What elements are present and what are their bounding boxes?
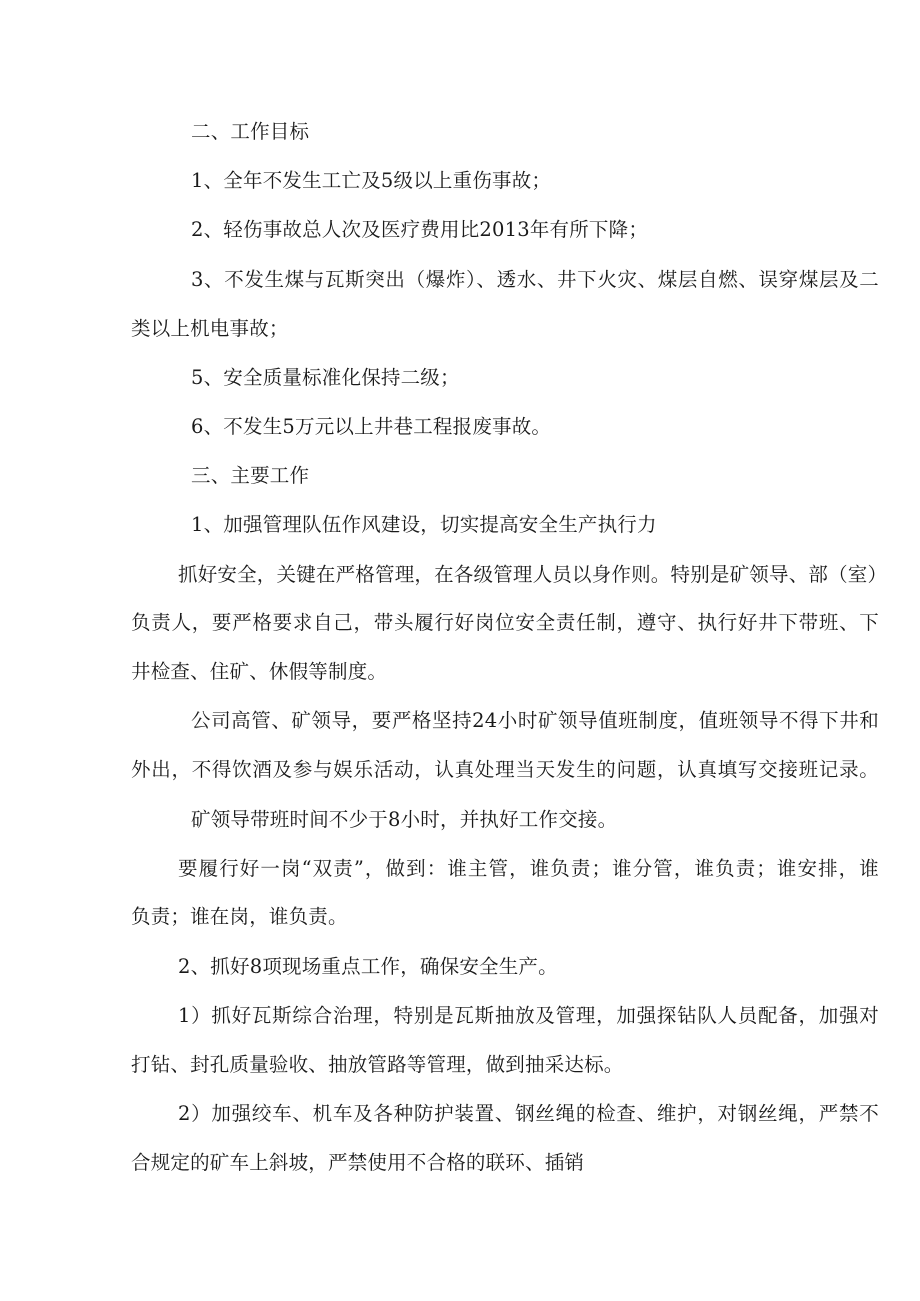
paragraph-line: 打钻、封孔质量验收、抽放管路等管理，做到抽采达标。 [131,1053,624,1076]
work-item-1-heading: 1、加强管理队伍作风建设，切实提高安全生产执行力 [191,513,657,536]
section-heading-goals: 二、工作目标 [191,120,310,143]
goal-item-1: 1、全年不发生工亡及5级以上重伤事故； [191,169,552,192]
paragraph-line: 抓好安全，关键在严格管理，在各级管理人员以身作则。特别是矿领导、部（室） [178,563,888,586]
goal-item-3: 3、不发生煤与瓦斯突出（爆炸）、透水、井下火灾、煤层自燃、误穿煤层及二 [191,268,879,291]
work-item-2-heading: 2、抓好8项现场重点工作，确保安全生产。 [178,955,558,978]
section-heading-main-work: 三、主要工作 [191,464,310,487]
paragraph-line: 公司高管、矿领导，要严格坚持24小时矿领导值班制度，值班领导不得下井和 [191,709,879,732]
paragraph-line: 矿领导带班时间不少于8小时，并执好工作交接。 [191,808,618,831]
paragraph-line: 外出，不得饮酒及参与娱乐活动，认真处理当天发生的问题，认真填写交接班记录。 [131,758,879,781]
goal-item-3-continued: 类以上机电事故； [131,317,289,340]
goal-item-5: 5、安全质量标准化保持二级； [191,366,460,389]
paragraph-line: 负责人，要严格要求自己，带头履行好岗位安全责任制，遵守、执行好井下带班、下 [131,611,879,634]
paragraph-line: 井检查、住矿、休假等制度。 [131,660,388,683]
paragraph-line: 负责；谁在岗，谁负责。 [131,905,348,928]
paragraph-line: 2）加强绞车、机车及各种防护装置、钢丝绳的检查、维护，对钢丝绳，严禁不 [178,1102,879,1125]
paragraph-line: 要履行好一岗“双责”，做到：谁主管，谁负责；谁分管，谁负责；谁安排，谁 [178,857,879,880]
goal-item-6: 6、不发生5万元以上井巷工程报废事故。 [191,415,552,438]
goal-item-2: 2、轻伤事故总人次及医疗费用比2013年有所下降； [191,218,649,241]
paragraph-line: 1）抓好瓦斯综合治理，特别是瓦斯抽放及管理，加强探钻队人员配备，加强对 [178,1004,879,1027]
paragraph-line: 合规定的矿车上斜坡，严禁使用不合格的联环、插销 [131,1151,585,1174]
